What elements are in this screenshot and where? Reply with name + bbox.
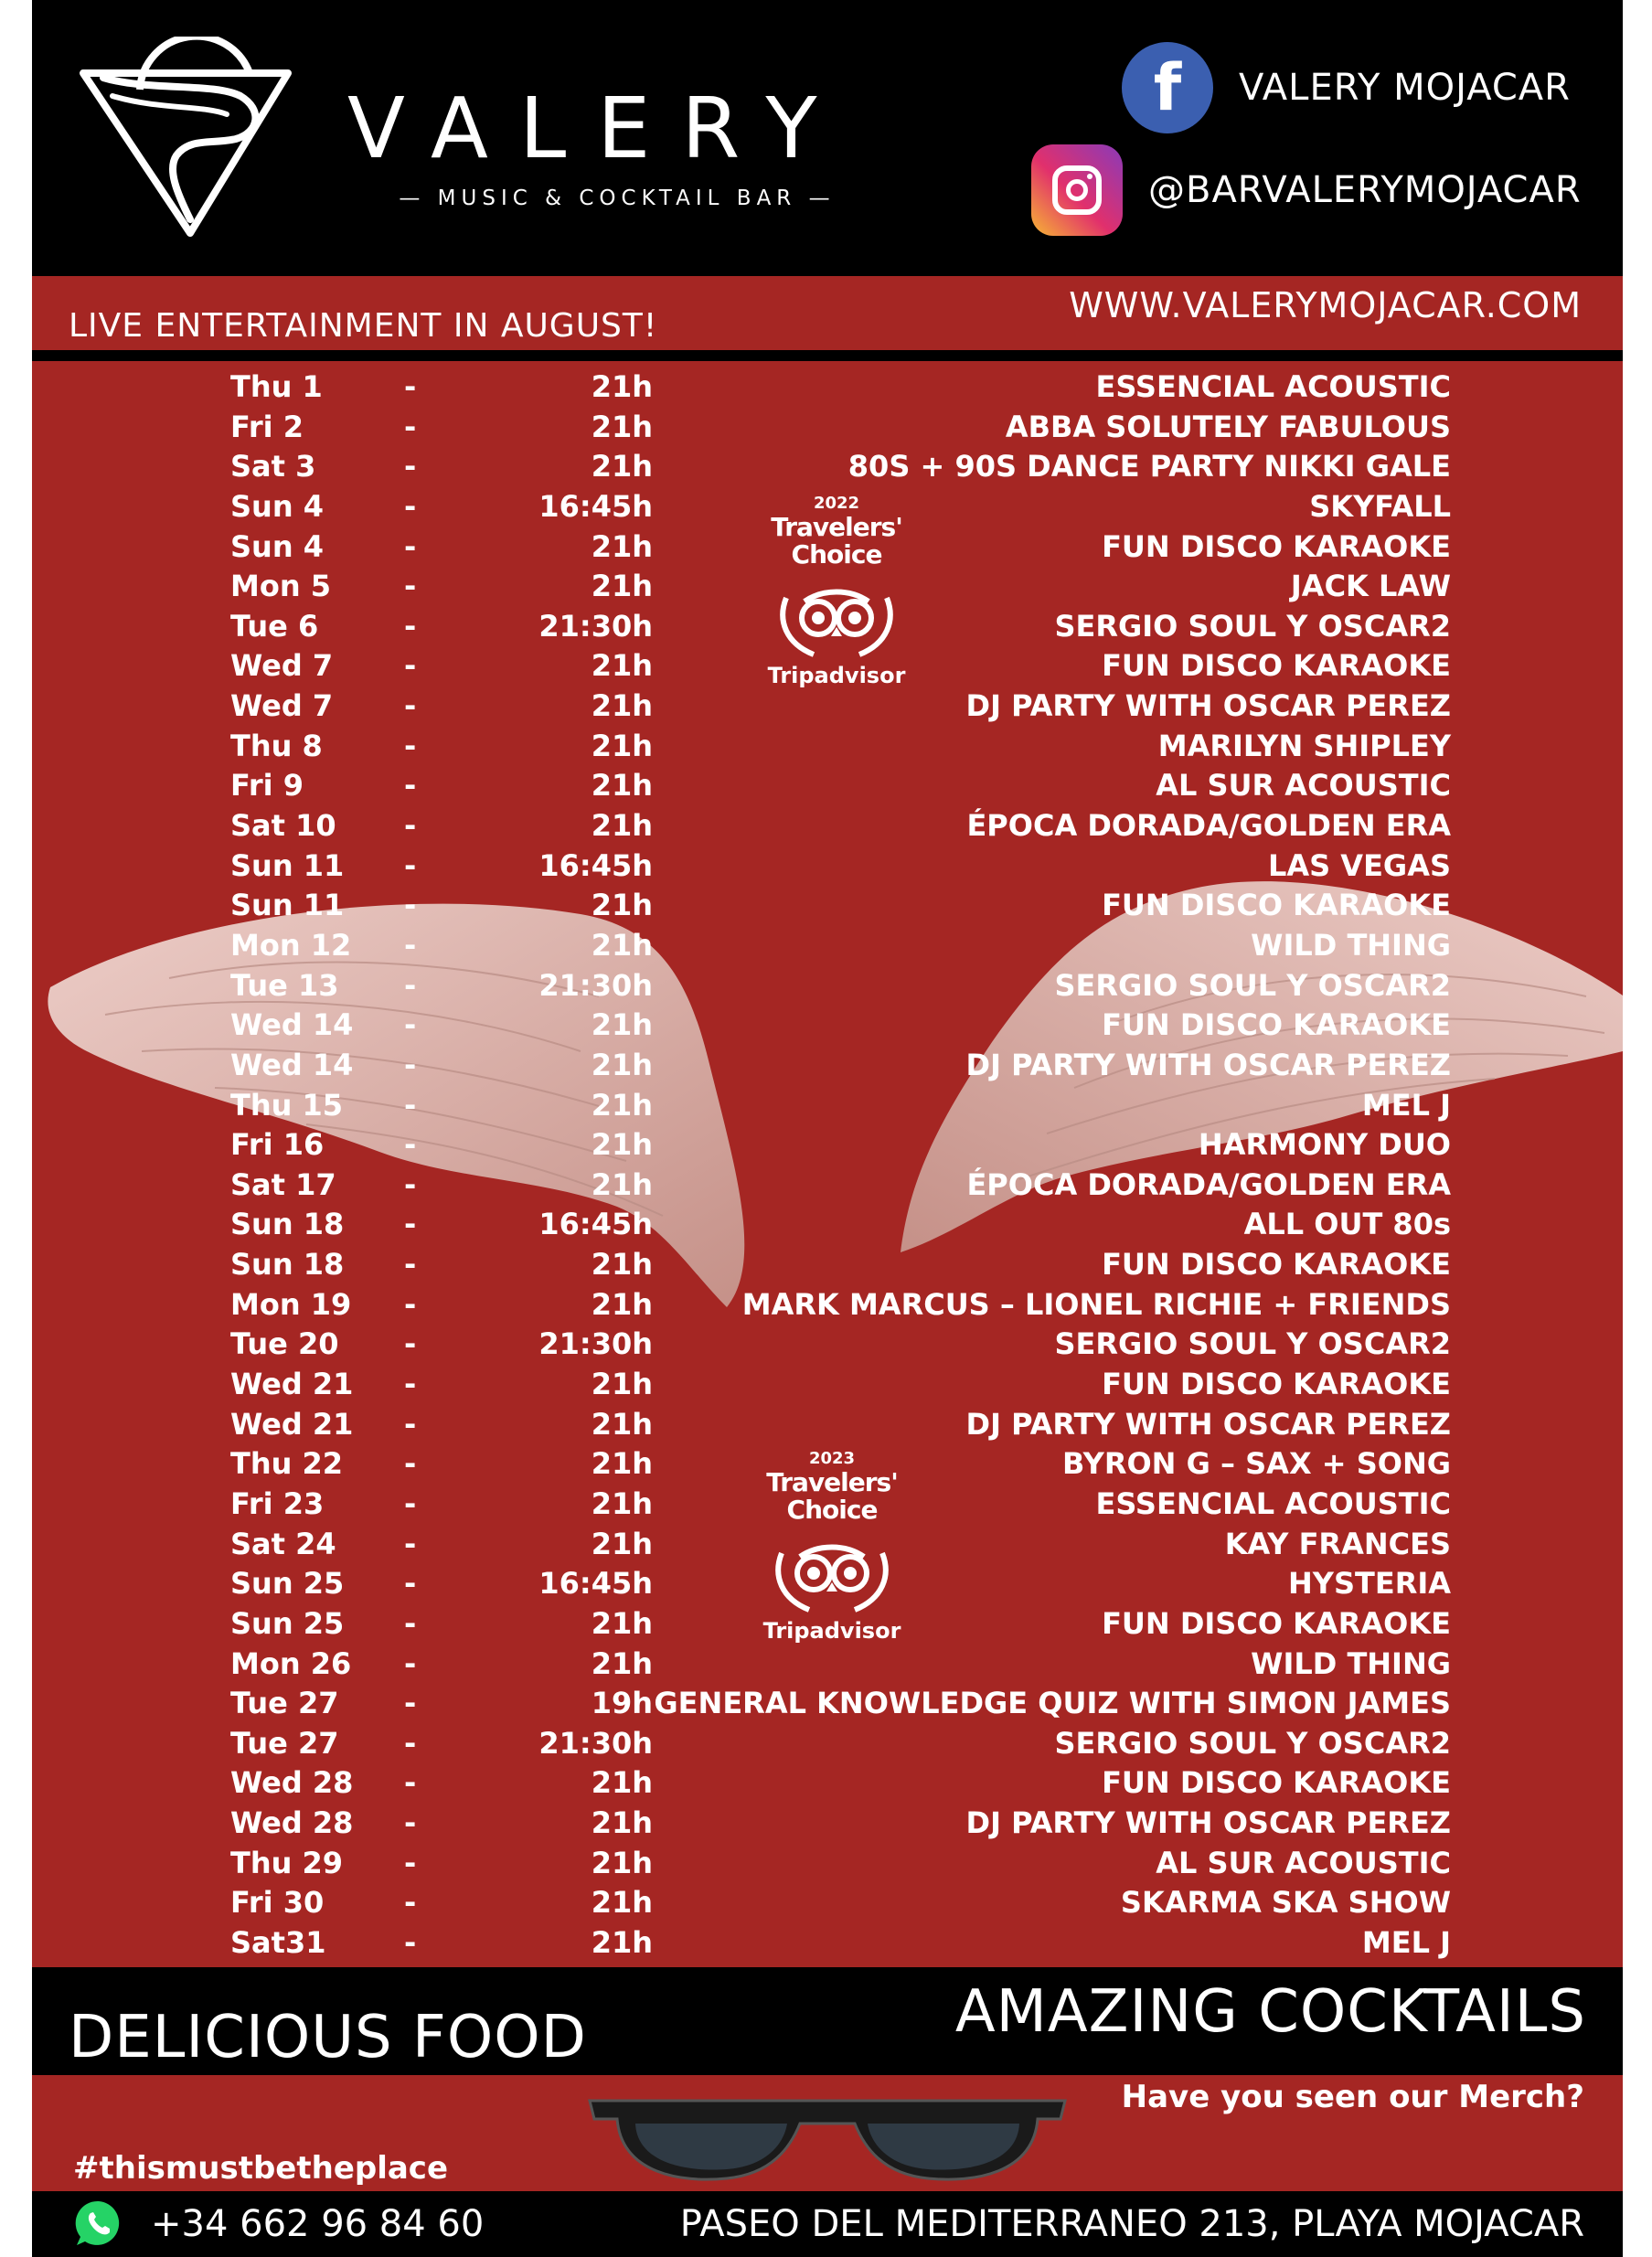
schedule-act: FUN DISCO KARAOKE — [1102, 1605, 1451, 1641]
schedule-row — [32, 1245, 1623, 1285]
schedule-act: MEL J — [1361, 1924, 1451, 1960]
schedule-row — [32, 1645, 1623, 1685]
schedule-day: Sat31 — [230, 1924, 326, 1960]
schedule-day: Wed 7 — [230, 688, 334, 724]
schedule-day: Sun 11 — [230, 888, 345, 923]
schedule-day: Sun 4 — [230, 488, 325, 524]
schedule-row — [32, 1046, 1623, 1086]
schedule-time: 21h — [591, 1127, 653, 1163]
schedule-day: Tue 13 — [230, 967, 339, 1003]
schedule-day: Wed 14 — [230, 1007, 354, 1043]
schedule-row — [32, 926, 1623, 966]
badge-title-line2: Choice — [786, 1495, 878, 1525]
schedule-row — [32, 1125, 1623, 1166]
schedule-time: 16:45h — [538, 1566, 653, 1602]
schedule-dash: - — [404, 449, 417, 484]
instagram-link[interactable] — [1031, 144, 1582, 236]
schedule-time: 21h — [591, 409, 653, 444]
schedule-dash: - — [404, 808, 417, 844]
schedule-dash: - — [404, 847, 417, 883]
schedule-act: DJ PARTY WITH OSCAR PEREZ — [965, 1805, 1451, 1841]
schedule-dash: - — [404, 1924, 417, 1960]
sunglasses-icon — [581, 2082, 1074, 2192]
schedule-time: 21h — [591, 1645, 653, 1681]
schedule-day: Sun 25 — [230, 1566, 345, 1602]
schedule-time: 21h — [591, 1605, 653, 1641]
schedule-row — [32, 1763, 1623, 1804]
schedule-act: LAS VEGAS — [1267, 847, 1451, 883]
schedule-act: SERGIO SOUL Y OSCAR2 — [1054, 967, 1451, 1003]
schedule-time: 21h — [591, 1007, 653, 1043]
schedule-time: 21h — [591, 449, 653, 484]
schedule-row — [32, 1804, 1623, 1844]
schedule-day: Thu 15 — [230, 1087, 344, 1123]
cocktails-slogan: AMAZING COCKTAILS — [954, 1978, 1586, 2046]
schedule-day: Wed 28 — [230, 1805, 354, 1841]
schedule-act: AL SUR ACOUSTIC — [1156, 768, 1451, 804]
badge-brand: Tripadvisor — [767, 663, 906, 688]
schedule-act: ÉPOCA DORADA/GOLDEN ERA — [966, 808, 1451, 844]
schedule-row — [32, 1166, 1623, 1206]
badge-year: 2022 — [813, 494, 860, 513]
schedule-time: 21h — [591, 808, 653, 844]
schedule-dash: - — [404, 608, 417, 644]
schedule-day: Fri 30 — [230, 1885, 325, 1921]
schedule-dash: - — [404, 569, 417, 604]
schedule-dash: - — [404, 967, 417, 1003]
schedule-day: Tue 6 — [230, 608, 319, 644]
travelers-choice-badge-2022 — [745, 494, 928, 687]
schedule-time: 21h — [591, 728, 653, 763]
schedule-dash: - — [404, 1765, 417, 1801]
schedule-time: 21h — [591, 1805, 653, 1841]
schedule-dash: - — [404, 1885, 417, 1921]
schedule-row — [32, 766, 1623, 806]
schedule-row — [32, 1844, 1623, 1884]
schedule-day: Thu 29 — [230, 1845, 344, 1880]
schedule-day: Wed 21 — [230, 1367, 354, 1402]
schedule-day: Mon 19 — [230, 1286, 352, 1322]
schedule-row — [32, 1086, 1623, 1126]
schedule-dash: - — [404, 1286, 417, 1322]
schedule-time: 21h — [591, 1885, 653, 1921]
schedule-dash: - — [404, 1207, 417, 1242]
schedule-day: Fri 9 — [230, 768, 304, 804]
schedule-act: FUN DISCO KARAOKE — [1102, 888, 1451, 923]
schedule-act: SERGIO SOUL Y OSCAR2 — [1054, 608, 1451, 644]
schedule-time: 21h — [591, 768, 653, 804]
schedule-dash: - — [404, 528, 417, 564]
schedule-day: Fri 2 — [230, 409, 304, 444]
schedule-row — [32, 806, 1623, 846]
schedule-time: 21h — [591, 1247, 653, 1283]
schedule-row — [32, 1684, 1623, 1724]
badge-brand: Tripadvisor — [762, 1618, 901, 1644]
phone-number[interactable]: +34 662 96 84 60 — [151, 2203, 485, 2245]
badge-title-line1: Travelers' — [771, 512, 902, 542]
schedule-time: 21:30h — [538, 1725, 653, 1761]
schedule-act: MARK MARCUS – LIONEL RICHIE + FRIENDS — [741, 1286, 1451, 1322]
schedule-act: GENERAL KNOWLEDGE QUIZ WITH SIMON JAMES — [654, 1686, 1451, 1721]
instagram-handle: @BARVALERYMOJACAR — [1148, 169, 1582, 211]
facebook-handle: VALERY MOJACAR — [1239, 67, 1571, 109]
schedule-row — [32, 1365, 1623, 1405]
schedule-act: DJ PARTY WITH OSCAR PEREZ — [965, 688, 1451, 724]
hashtag: #thismustbetheplace — [73, 2150, 449, 2187]
schedule-dash: - — [404, 728, 417, 763]
schedule-dash: - — [404, 1725, 417, 1761]
schedule-dash: - — [404, 1446, 417, 1482]
schedule-act: FUN DISCO KARAOKE — [1102, 1367, 1451, 1402]
schedule-act: 80S + 90S DANCE PARTY NIKKI GALE — [847, 449, 1451, 484]
schedule-time: 21h — [591, 1047, 653, 1082]
headline: LIVE ENTERTAINMENT IN AUGUST! — [69, 307, 658, 345]
schedule-act: FUN DISCO KARAOKE — [1102, 1007, 1451, 1043]
badge-title-line2: Choice — [791, 539, 882, 570]
schedule-dash: - — [404, 1845, 417, 1880]
schedule-act: SERGIO SOUL Y OSCAR2 — [1054, 1725, 1451, 1761]
schedule-row — [32, 727, 1623, 767]
schedule-dash: - — [404, 1805, 417, 1841]
schedule-row — [32, 1325, 1623, 1365]
schedule-day: Tue 20 — [230, 1326, 339, 1362]
schedule-day: Sun 18 — [230, 1207, 345, 1242]
schedule-time: 19h — [591, 1686, 653, 1721]
schedule-row — [32, 1405, 1623, 1445]
schedule-row — [32, 367, 1623, 408]
schedule-dash: - — [404, 888, 417, 923]
schedule-row — [32, 966, 1623, 1006]
schedule-day: Wed 21 — [230, 1406, 354, 1442]
schedule-row — [32, 1724, 1623, 1764]
schedule-dash: - — [404, 1047, 417, 1082]
schedule-act: FUN DISCO KARAOKE — [1102, 528, 1451, 564]
schedule-dash: - — [404, 1526, 417, 1561]
schedule-act: ALL OUT 80s — [1243, 1207, 1451, 1242]
schedule-act: KAY FRANCES — [1224, 1526, 1451, 1561]
schedule-dash: - — [404, 1247, 417, 1283]
schedule-row — [32, 687, 1623, 727]
schedule-day: Thu 22 — [230, 1446, 344, 1482]
schedule-act: FUN DISCO KARAOKE — [1102, 648, 1451, 684]
schedule-act: ESSENCIAL ACOUSTIC — [1095, 1485, 1451, 1521]
schedule-act: SKARMA SKA SHOW — [1120, 1885, 1451, 1921]
badge-year: 2023 — [808, 1449, 856, 1468]
schedule-time: 21h — [591, 569, 653, 604]
schedule-act: ÉPOCA DORADA/GOLDEN ERA — [966, 1166, 1451, 1202]
schedule-act: DJ PARTY WITH OSCAR PEREZ — [965, 1406, 1451, 1442]
schedule-act: FUN DISCO KARAOKE — [1102, 1765, 1451, 1801]
schedule-time: 21:30h — [538, 1326, 653, 1362]
schedule-day: Tue 27 — [230, 1725, 339, 1761]
schedule-time: 21h — [591, 1924, 653, 1960]
schedule-day: Mon 5 — [230, 569, 332, 604]
schedule-day: Sat 17 — [230, 1166, 336, 1202]
schedule-row — [32, 846, 1623, 887]
schedule-dash: - — [404, 768, 417, 804]
schedule-act: WILD THING — [1251, 927, 1451, 963]
schedule-time: 21h — [591, 1367, 653, 1402]
valery-logo-icon — [76, 37, 295, 238]
schedule-day: Mon 26 — [230, 1645, 352, 1681]
schedule-time: 21h — [591, 1446, 653, 1482]
schedule-time: 21h — [591, 688, 653, 724]
schedule-row — [32, 1923, 1623, 1964]
schedule-dash: - — [404, 1326, 417, 1362]
facebook-link[interactable] — [1122, 42, 1571, 133]
schedule-dash: - — [404, 488, 417, 524]
brand-name: VALERY — [347, 80, 848, 177]
schedule-act: DJ PARTY WITH OSCAR PEREZ — [965, 1047, 1451, 1082]
schedule-dash: - — [404, 1087, 417, 1123]
facebook-icon: f — [1122, 42, 1213, 133]
schedule-dash: - — [404, 688, 417, 724]
travelers-choice-badge-2023 — [741, 1449, 923, 1643]
schedule-day: Sat 10 — [230, 808, 336, 844]
address: PASEO DEL MEDITERRANEO 213, PLAYA MOJACAR — [679, 2203, 1584, 2245]
schedule-row — [32, 1883, 1623, 1923]
schedule-time: 21h — [591, 1087, 653, 1123]
schedule-dash: - — [404, 1686, 417, 1721]
schedule-day: Wed 28 — [230, 1765, 354, 1801]
badge-title-line1: Travelers' — [766, 1467, 898, 1497]
whatsapp-icon — [73, 2198, 124, 2249]
schedule-day: Sat 3 — [230, 449, 316, 484]
schedule-time: 21:30h — [538, 967, 653, 1003]
schedule-time: 21h — [591, 927, 653, 963]
schedule-act: ABBA SOLUTELY FABULOUS — [1005, 409, 1451, 444]
schedule-day: Mon 12 — [230, 927, 352, 963]
schedule-day: Thu 8 — [230, 728, 323, 763]
schedule-time: 21h — [591, 1406, 653, 1442]
schedule-time: 21h — [591, 1166, 653, 1202]
schedule-dash: - — [404, 648, 417, 684]
schedule-act: MARILYN SHIPLEY — [1157, 728, 1451, 763]
schedule-act: SERGIO SOUL Y OSCAR2 — [1054, 1326, 1451, 1362]
schedule-time: 21h — [591, 528, 653, 564]
schedule-dash: - — [404, 1166, 417, 1202]
merch-text: Have you seen our Merch? — [1121, 2079, 1584, 2115]
schedule-dash: - — [404, 1605, 417, 1641]
schedule-act: AL SUR ACOUSTIC — [1156, 1845, 1451, 1880]
schedule-dash: - — [404, 1566, 417, 1602]
schedule-dash: - — [404, 1367, 417, 1402]
schedule-time: 16:45h — [538, 1207, 653, 1242]
schedule-dash: - — [404, 1406, 417, 1442]
schedule-act: SKYFALL — [1309, 488, 1451, 524]
schedule-time: 21h — [591, 1765, 653, 1801]
schedule-time: 16:45h — [538, 847, 653, 883]
schedule-day: Thu 1 — [230, 369, 323, 404]
food-slogan: DELICIOUS FOOD — [69, 2004, 587, 2071]
schedule-act: WILD THING — [1251, 1645, 1451, 1681]
schedule-day: Tue 27 — [230, 1686, 339, 1721]
schedule-time: 21h — [591, 369, 653, 404]
poster — [32, 0, 1623, 2257]
schedule-row — [32, 1205, 1623, 1245]
schedule-act: HYSTERIA — [1288, 1566, 1451, 1602]
schedule-act: ESSENCIAL ACOUSTIC — [1095, 369, 1451, 404]
brand-subtitle: — MUSIC & COCKTAIL BAR — — [399, 186, 836, 210]
schedule-row — [32, 886, 1623, 926]
schedule-day: Wed 14 — [230, 1047, 354, 1082]
schedule-day: Sun 18 — [230, 1247, 345, 1283]
website-link[interactable]: WWW.VALERYMOJACAR.COM — [1069, 285, 1582, 325]
schedule-act: FUN DISCO KARAOKE — [1102, 1247, 1451, 1283]
schedule-row — [32, 1285, 1623, 1325]
schedule-dash: - — [404, 409, 417, 444]
schedule-time: 21h — [591, 1286, 653, 1322]
schedule-day: Sun 11 — [230, 847, 345, 883]
schedule-dash: - — [404, 1485, 417, 1521]
schedule-row — [32, 408, 1623, 448]
schedule-dash: - — [404, 1127, 417, 1163]
schedule-time: 16:45h — [538, 488, 653, 524]
header — [32, 0, 1623, 276]
schedule-dash: - — [404, 927, 417, 963]
schedule-act: MEL J — [1361, 1087, 1451, 1123]
schedule-day: Sat 24 — [230, 1526, 336, 1561]
schedule-act: BYRON G – SAX + SONG — [1062, 1446, 1451, 1482]
schedule-time: 21:30h — [538, 608, 653, 644]
schedule-time: 21h — [591, 1485, 653, 1521]
schedule-row — [32, 1006, 1623, 1046]
schedule-day: Fri 23 — [230, 1485, 325, 1521]
schedule-row — [32, 447, 1623, 487]
schedule-time: 21h — [591, 648, 653, 684]
schedule-act: HARMONY DUO — [1198, 1127, 1451, 1163]
schedule-dash: - — [404, 369, 417, 404]
schedule-act: JACK LAW — [1290, 569, 1451, 604]
schedule-day: Sun 4 — [230, 528, 325, 564]
instagram-icon — [1031, 144, 1123, 236]
schedule-day: Wed 7 — [230, 648, 334, 684]
schedule-day: Fri 16 — [230, 1127, 325, 1163]
schedule-dash: - — [404, 1645, 417, 1681]
tripadvisor-owl-icon — [763, 1526, 901, 1617]
schedule-day: Sun 25 — [230, 1605, 345, 1641]
schedule-time: 21h — [591, 888, 653, 923]
schedule-time: 21h — [591, 1526, 653, 1561]
tripadvisor-owl-icon — [768, 570, 905, 662]
divider — [32, 350, 1623, 361]
schedule-time: 21h — [591, 1845, 653, 1880]
schedule-dash: - — [404, 1007, 417, 1043]
